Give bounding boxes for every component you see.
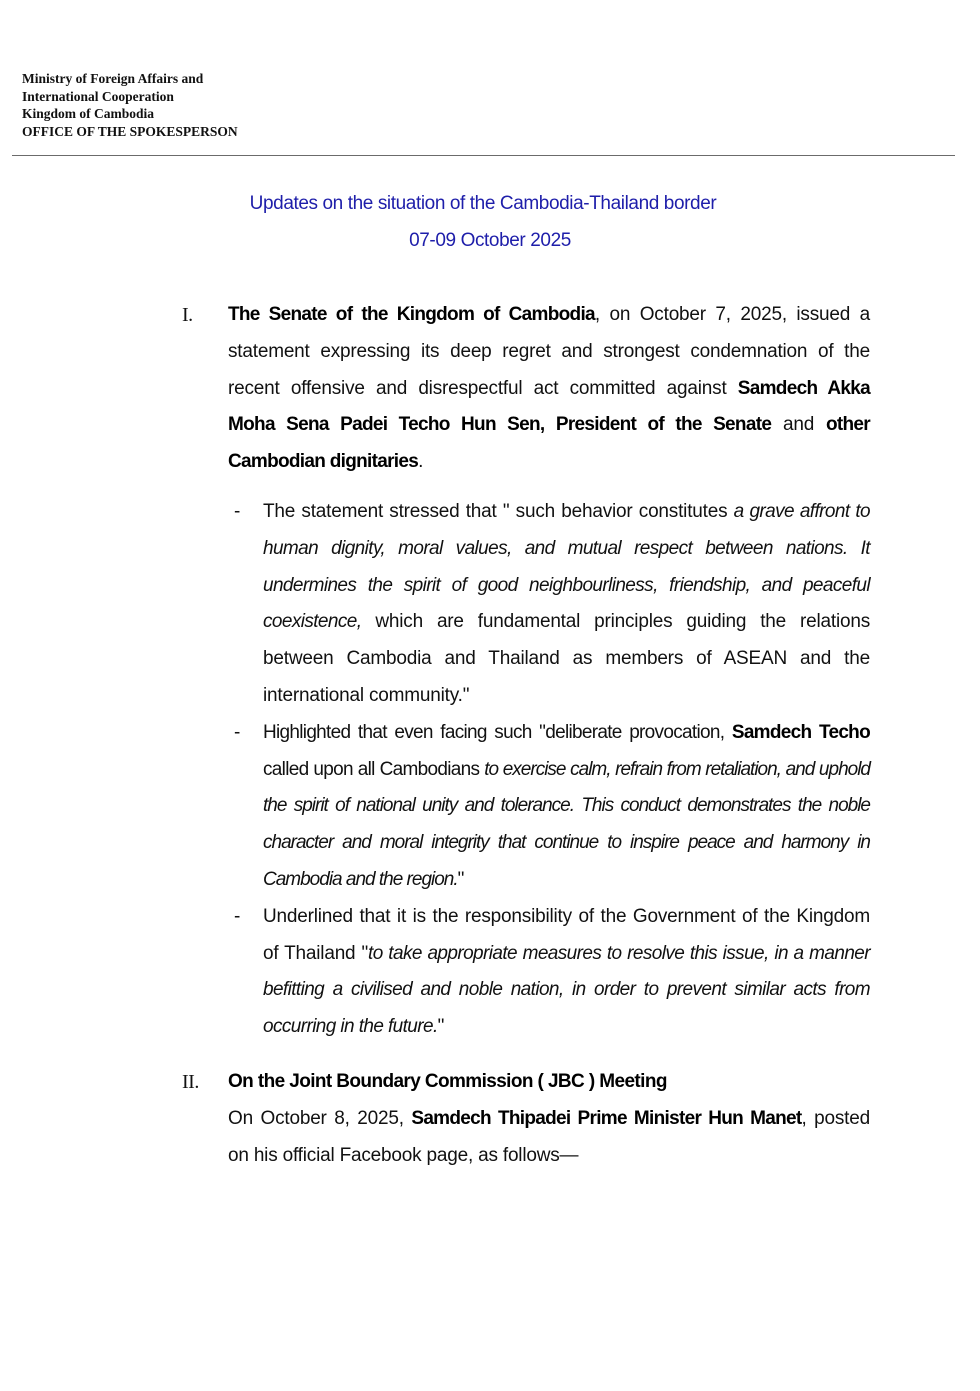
bullet-2-call: called upon all Cambodians	[263, 758, 485, 780]
section-1-conjunction: and	[771, 414, 826, 436]
section-1-number: I.	[182, 304, 193, 326]
section-2-heading: On the Joint Boundary Commission ( JBC ) Meeting	[228, 1071, 667, 1092]
bullet-3-close: "	[437, 1016, 445, 1038]
section-2-body	[228, 1101, 870, 1175]
letterhead-ministry: Ministry of Foreign Affairs and	[22, 71, 204, 86]
section-2-tail: , posted on his official Facebook page, as follows—	[228, 1107, 870, 1166]
section-1	[182, 297, 870, 481]
bullet-underlined	[232, 899, 870, 1046]
other-dignitaries: other Cambodian dignitaries	[228, 414, 870, 473]
samdech-techo: Samdech Techo	[731, 721, 870, 743]
section-1-intro	[228, 297, 870, 481]
bullet-3-text: Underlined that it is the responsibility of the Government of the Kingdom of Thailand "	[263, 905, 870, 964]
section-1-intro-text: , on October 7, 2025, issued a statement expressing its deep regret and strongest condemnation of the recent offensive and disrespectful act committed against	[228, 304, 870, 399]
bullet-1-text: The statement stressed that " such behavior constitutes	[263, 501, 734, 522]
section-1-period: .	[418, 451, 424, 473]
letterhead	[22, 70, 238, 140]
letterhead-kingdom: Kingdom of Cambodia	[22, 106, 155, 121]
dash-icon: -	[234, 905, 241, 927]
section-2	[182, 1064, 870, 1174]
letterhead-office: OFFICE OF THE SPOKESPERSON	[22, 123, 238, 139]
bullet-1-quote: a grave affront to human dignity, moral values, and mutual respect between nations. It undermines the spirit of good neighbourliness, friendship, and peaceful coexistence,	[263, 501, 870, 633]
header-divider	[12, 155, 955, 156]
document-date-range: 07-09 October 2025	[409, 230, 571, 251]
section-2-number: II.	[182, 1071, 199, 1093]
section-1-bullets	[232, 494, 870, 1046]
prime-minister-name: Samdech Thipadei Prime Minister Hun Manet	[411, 1107, 802, 1129]
letterhead-cooperation: International Cooperation	[22, 88, 174, 104]
bullet-3-quote: to take appropriate measures to resolve this issue, in a manner befitting a civilised and noble nation, in order to prevent similar acts from occurring in the future.	[263, 942, 870, 1038]
bullet-highlighted	[232, 715, 870, 899]
dash-icon: -	[234, 501, 241, 522]
bullet-2-quote: to exercise calm, refrain from retaliation, and uphold the spirit of national unity and tolerance. This conduct demonstrates the noble character and moral integrity that continue to inspire peace and harmony in Cambodia and the region.	[263, 758, 870, 890]
bullet-1-tail: which are fundamental principles guiding the relations between Cambodia and Thailand as members of ASEAN and the international community."	[263, 611, 870, 706]
bullet-2-close: "	[457, 868, 464, 890]
section-2-date: On October 8, 2025,	[228, 1107, 412, 1129]
bullet-statement-stressed	[232, 494, 870, 715]
senate-name: The Senate of the Kingdom of Cambodia	[228, 304, 595, 325]
dash-icon: -	[234, 721, 240, 743]
bullet-2-text: Highlighted that even facing such "deliberate provocation,	[263, 721, 732, 743]
samdech-hun-sen: Samdech Akka Moha Sena Padei Techo Hun Sen, President of the Senate	[228, 377, 870, 436]
document-title: Updates on the situation of the Cambodia-Thailand border	[249, 193, 717, 214]
